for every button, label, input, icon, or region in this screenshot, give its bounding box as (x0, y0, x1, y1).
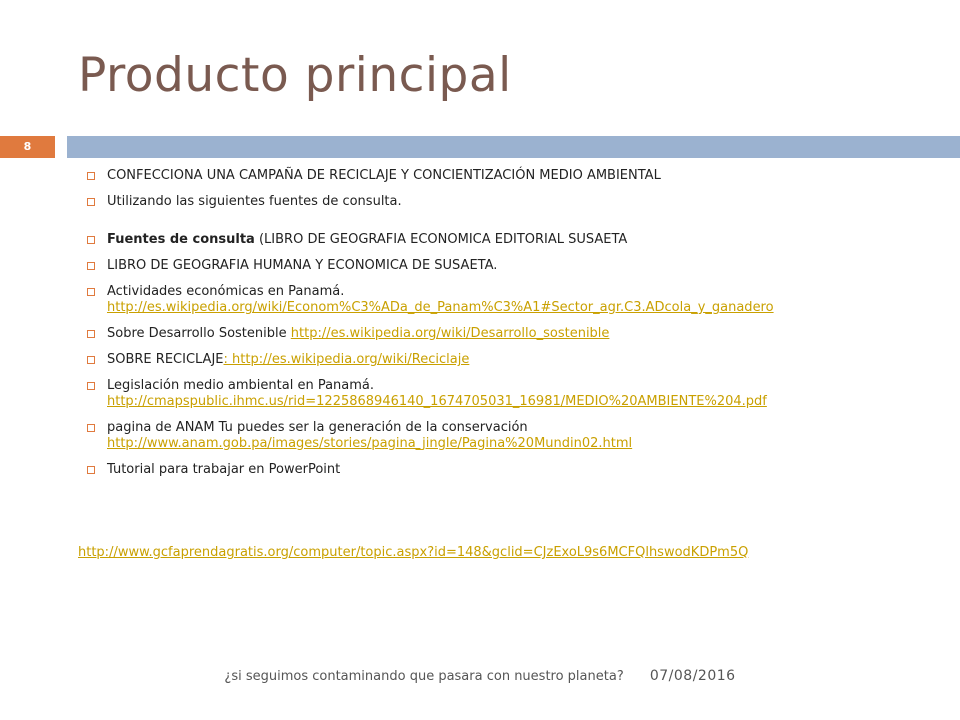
bullet-text: SOBRE RECICLAJE (107, 352, 224, 367)
link-desarrollo-sostenible[interactable]: http://es.wikipedia.org/wiki/Desarrollo_sostenible (290, 326, 610, 341)
list-item (87, 194, 917, 210)
bullet-text: Utilizando las siguientes fuentes de consulta. (107, 194, 402, 209)
bullet-square-icon (87, 198, 95, 206)
list-item (87, 326, 917, 342)
bullet-list (87, 168, 917, 488)
list-item (87, 462, 917, 478)
bullet-square-icon (87, 288, 95, 296)
bullet-text: LIBRO DE GEOGRAFIA HUMANA Y ECONOMICA DE SUSAETA. (107, 258, 498, 273)
bullet-square-icon (87, 466, 95, 474)
bullet-square-icon (87, 424, 95, 432)
link-economia-panama[interactable]: http://es.wikipedia.org/wiki/Econom%C3%ADa_de_Panam%C3%A1#Sector_agr.C3.ADcola_y_ganadero (107, 300, 774, 315)
link-reciclaje[interactable]: : http://es.wikipedia.org/wiki/Reciclaje (223, 352, 470, 367)
bullet-square-icon (87, 172, 95, 180)
link-anam[interactable]: http://www.anam.gob.pa/images/stories/pagina_jingle/Pagina%20Mundin02.html (107, 436, 633, 451)
list-item (87, 232, 917, 248)
bullet-text: Sobre Desarrollo Sostenible (107, 326, 291, 341)
list-item (87, 168, 917, 184)
bullet-square-icon (87, 262, 95, 270)
bullet-square-icon (87, 382, 95, 390)
slide-number-badge: 8 (0, 136, 55, 158)
bullet-text: Legislación medio ambiental en Panamá. (107, 378, 375, 393)
footer-date: 07/08/2016 (649, 668, 736, 684)
bullet-square-icon (87, 236, 95, 244)
bullet-text: Actividades económicas en Panamá. (107, 284, 345, 299)
footer-text: ¿si seguimos contaminando que pasara con nuestro planeta? (224, 669, 624, 684)
list-item (87, 258, 917, 274)
slide-title: Producto principal (78, 48, 512, 103)
bullet-text: CONFECCIONA UNA CAMPAÑA DE RECICLAJE Y CONCIENTIZACIÓN MEDIO AMBIENTAL (107, 168, 661, 183)
bullet-square-icon (87, 356, 95, 364)
list-item (87, 378, 917, 410)
header-bar (67, 136, 960, 158)
link-gcf-tutorial[interactable]: http://www.gcfaprendagratis.org/computer/topic.aspx?id=148&gclid=CJzExoL9s6MCFQlhswodKDPm5Q (78, 545, 749, 560)
list-item (87, 352, 917, 368)
bullet-square-icon (87, 330, 95, 338)
bullet-text: Tutorial para trabajar en PowerPoint (107, 462, 341, 477)
slide-footer (0, 668, 960, 684)
list-item (87, 284, 917, 316)
bullet-text: (LIBRO DE GEOGRAFIA ECONOMICA EDITORIAL SUSAETA (254, 232, 628, 247)
link-legislacion-pdf[interactable]: http://cmapspublic.ihmc.us/rid=1225868946140_1674705031_16981/MEDIO%20AMBIENTE%204.pdf (107, 394, 767, 409)
list-item (87, 420, 917, 452)
bullet-text: pagina de ANAM Tu puedes ser la generación de la conservación (107, 420, 528, 435)
bullet-bold-text: Fuentes de consulta (107, 232, 255, 247)
